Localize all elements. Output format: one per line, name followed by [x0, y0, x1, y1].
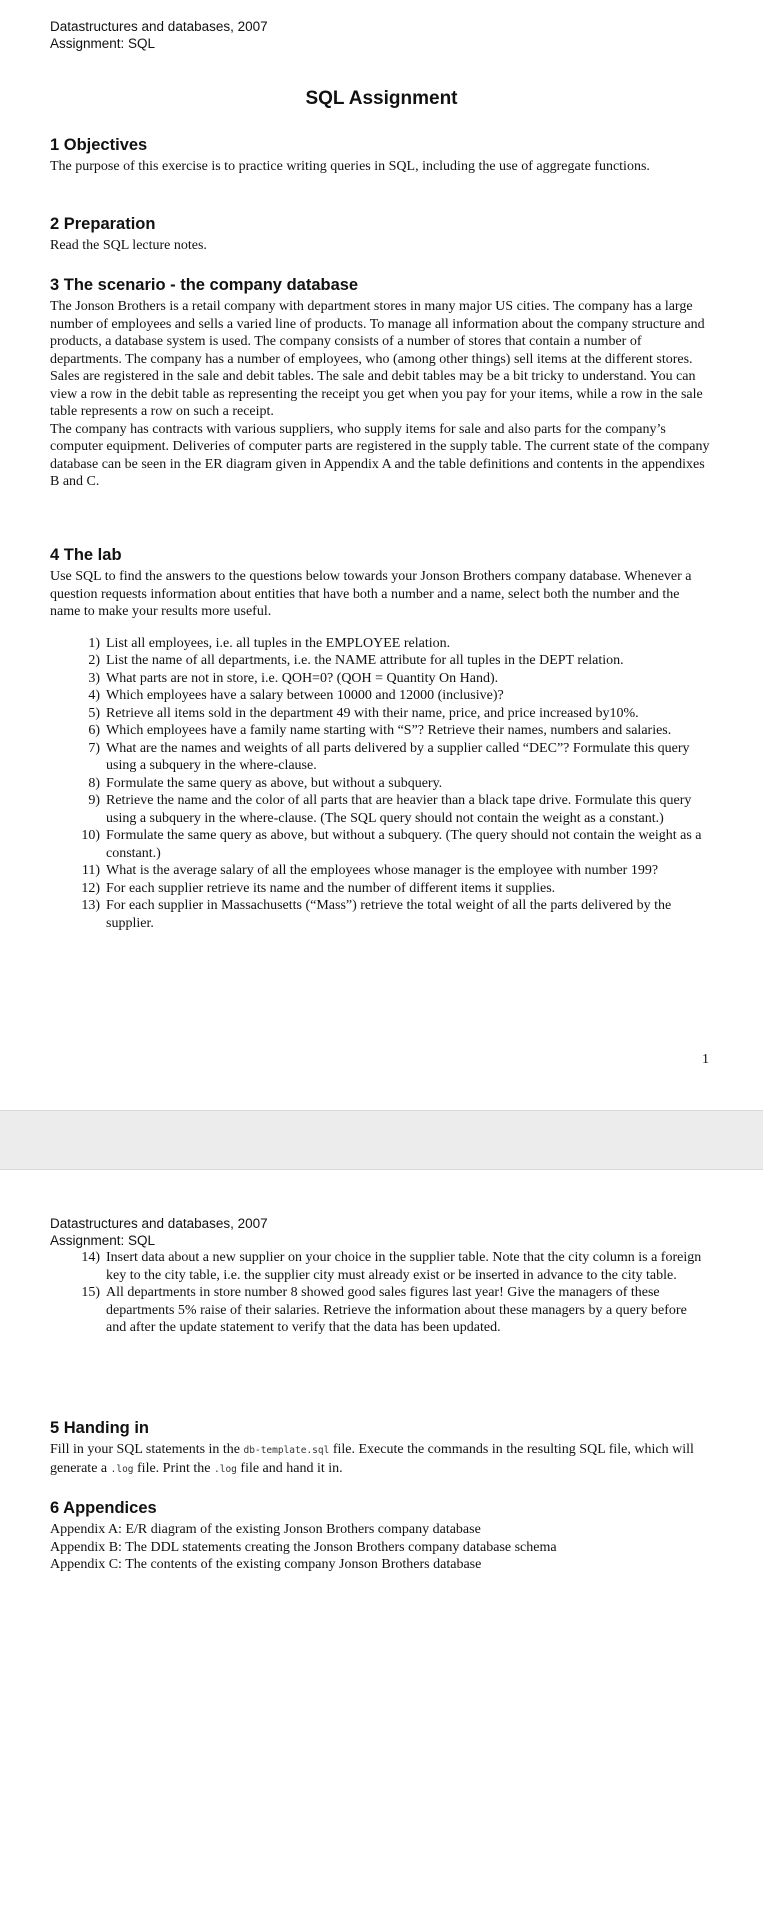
question-list [74, 635, 710, 933]
list-item: 15) All departments in store number 8 showed good sales figures last year! Give the managers of these departments 5% raise of their salaries. Retrieve the information about these managers by a query before and after the update statement to verify that the data has been updated. [81, 1285, 687, 1335]
appendix-c: Appendix C: The contents of the existing company Jonson Brothers database [50, 1557, 482, 1572]
page-number: 1 [702, 1052, 709, 1067]
page-header [50, 1215, 710, 1249]
appendix-b: Appendix B: The DDL statements creating the Jonson Brothers company database schema [50, 1539, 557, 1555]
scenario-paragraph-2: The company has contracts with various suppliers, who supply items for sale and also parts for the company’s computer equipment. Deliveries of computer parts are registered in the supply table. The current state of the company database can be seen in the ER diagram given in Appendix A and the table definitions and contents in the appendixes B and C. [50, 421, 710, 489]
section-appendices [50, 1498, 710, 1574]
objectives-heading: 1 Objectives [50, 136, 148, 154]
preparation-heading: 2 Preparation [50, 215, 156, 233]
scenario-paragraph-1: The Jonson Brothers is a retail company with department stores in many major US cities. The company has a large number of employees and sells a varied line of products. To manage all information about the company structure and products, a database system is used. The company consists of a number of stores that contain a number of departments. The company has a number of employees, who (among other things) sell items at the different stores. Sales are registered in the sale and debit tables. The sale and debit tables may be a bit tricky to understand. You can view a row in the debit table as representing the receipt you get when you pay for your items, while a row in the sale table represents a row on such a receipt. [50, 299, 705, 419]
list-item: 14) Insert data about a new supplier on your choice in the supplier table. Note that the city column is a foreign key to the city table, i.e. the supplier city must already exist or be inserted in advance to the city table. [81, 1250, 702, 1283]
appendix-a: Appendix A: E/R diagram of the existing Jonson Brothers company database [50, 1522, 481, 1537]
section-lab [50, 545, 710, 932]
list-item: 12) For each supplier retrieve its name and the number of different items it supplies. [81, 880, 556, 896]
lab-intro: Use SQL to find the answers to the questions below towards your Jonson Brothers company database. Whenever a question requests information about entities that have both a number and a name, select both the number and the name to make your results more useful. [50, 569, 692, 619]
page-title: SQL Assignment [305, 88, 458, 109]
log-extension: .log [214, 1463, 237, 1475]
assignment-name: Assignment: SQL [50, 1233, 156, 1248]
list-item: 2) List the name of all departments, i.e. the NAME attribute for all tuples in the DEPT relation. [88, 653, 624, 668]
list-item: 10) Formulate the same query as above, but without a subquery. (The query should not contain the weight as a constant.) [81, 828, 702, 861]
objectives-text: The purpose of this exercise is to practice writing queries in SQL, including the use of aggregate functions. [50, 159, 650, 174]
template-filename: db-template.sql [243, 1445, 330, 1456]
page-header [50, 18, 710, 52]
list-item: 6) Which employees have a family name starting with “S”? Retrieve their names, numbers and salaries. [88, 723, 672, 738]
handing-in-heading: 5 Handing in [50, 1419, 149, 1437]
scenario-heading: 3 The scenario - the company database [50, 276, 359, 294]
list-item: 1) List all employees, i.e. all tuples in the EMPLOYEE relation. [88, 635, 451, 651]
section-lab-continued [50, 1249, 710, 1337]
list-item: 4) Which employees have a salary between 10000 and 12000 (inclusive)? [88, 688, 504, 703]
assignment-name: Assignment: SQL [50, 36, 156, 51]
handing-in-text: Fill in your SQL statements in the db-template.sql file. Execute the commands in the resulting SQL file, which will generate a .log file. Print the .log file and hand it in. [50, 1442, 694, 1476]
list-item: 9) Retrieve the name and the color of all parts that are heavier than a black tape drive. Formulate this query using a subquery in the where-clause. (The SQL query should not contain the weight as a constant.) [88, 793, 692, 826]
section-handing-in [50, 1418, 710, 1478]
course-name: Datastructures and databases, 2007 [50, 1216, 268, 1231]
list-item: 3) What parts are not in store, i.e. QOH=0? (QOH = Quantity On Hand). [88, 670, 499, 686]
page-separator [0, 1110, 763, 1170]
list-item: 5) Retrieve all items sold in the department 49 with their name, price, and price increased by10%. [88, 705, 639, 721]
list-item: 8) Formulate the same query as above, but without a subquery. [88, 775, 443, 791]
question-list-continued [74, 1249, 710, 1337]
course-name: Datastructures and databases, 2007 [50, 19, 268, 34]
list-item: 13) For each supplier in Massachusetts (“Mass”) retrieve the total weight of all the parts delivered by the supplier. [81, 898, 672, 931]
preparation-text: Read the SQL lecture notes. [50, 238, 207, 253]
section-objectives [50, 135, 710, 176]
log-extension: .log [110, 1463, 134, 1475]
list-item: 7) What are the names and weights of all parts delivered by a supplier called “DEC”? Formulate this query using a subquery in the where-clause. [88, 740, 690, 773]
section-preparation [50, 214, 710, 255]
document-page-2 [0, 1170, 763, 1920]
appendices-heading: 6 Appendices [50, 1499, 157, 1517]
lab-heading: 4 The lab [50, 546, 122, 564]
section-scenario [50, 275, 710, 491]
list-item: 11) What is the average salary of all the employees whose manager is the employee with number 199? [81, 863, 659, 878]
